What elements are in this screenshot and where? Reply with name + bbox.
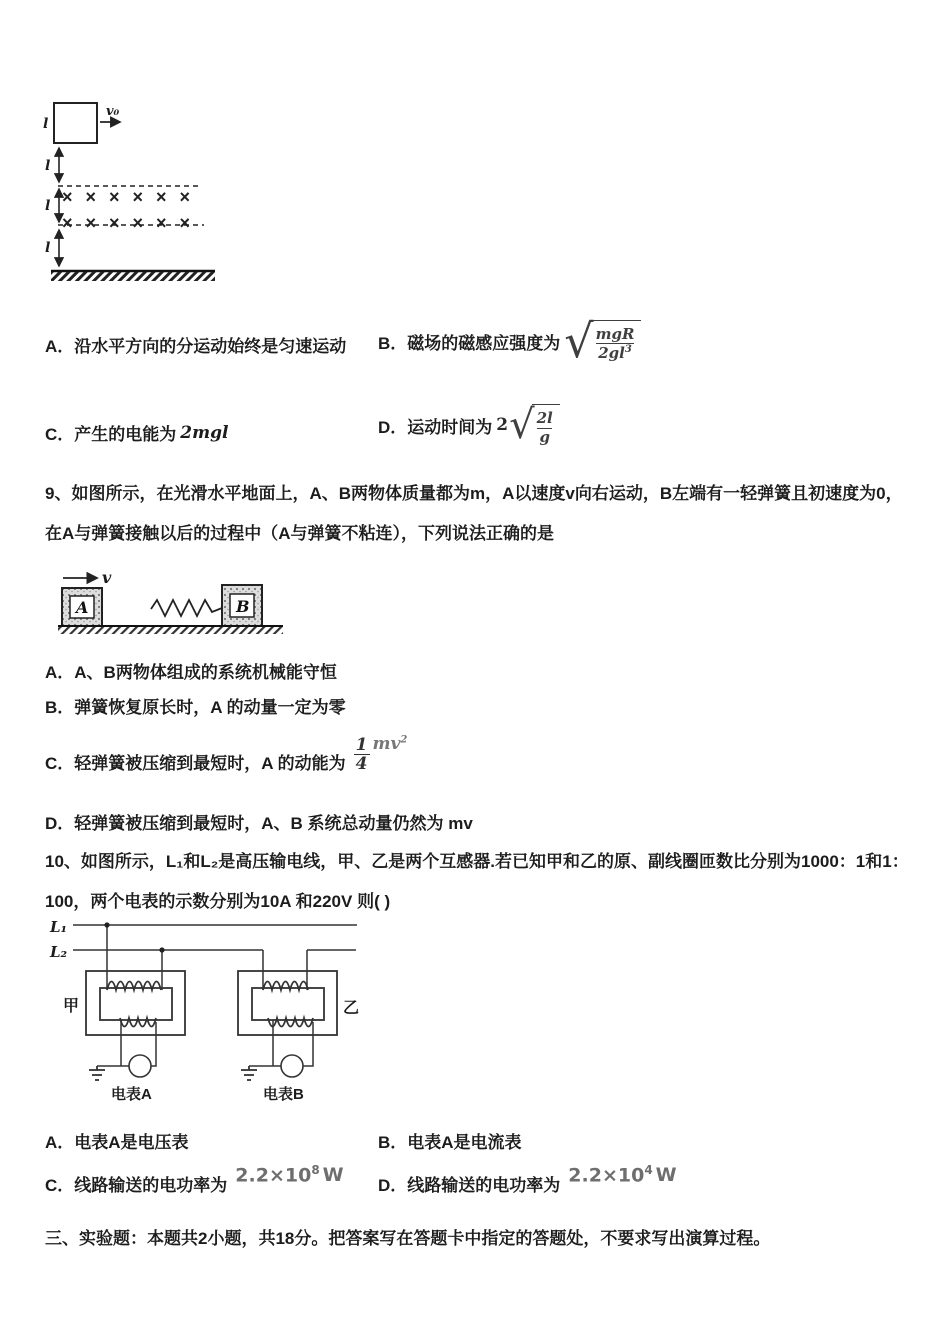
l2-label: L₂ [50,943,68,961]
choice-label: D． [378,417,408,437]
formula-numerator: 2l [536,409,553,428]
choice-label: B． [45,698,75,717]
fraction-numerator: 1 [355,734,368,755]
q8-figure-loop-magnetic-field [40,95,265,290]
choice-label: A． [45,1133,75,1152]
block-b-label: B [236,597,250,616]
formula-sqrt-mgR-2gl3 [564,320,641,363]
choice-text: A、B两物体组成的系统机械能守恒 [74,663,337,682]
l1-label: L₁ [50,918,68,936]
left-transformer-label: 甲 [63,998,80,1015]
q9-choice-b [45,693,346,718]
meter-a-label: 电表A [111,1086,152,1103]
choice-text: 磁场的磁感应强度为 [407,333,561,353]
field-cross-row-2: ×××××× [62,213,204,233]
ground [58,626,283,634]
q10-stem-line2: 100，两个电表的示数分别为10A 和220V 则( ) [45,892,391,911]
junction-dot-l1 [104,922,109,927]
q8-choice-b [378,308,641,374]
choice-text: 弹簧恢复原长时，A 的动量一定为零 [74,698,346,717]
v0-label: v₀ [106,104,120,119]
q10-choice-d [378,1152,683,1196]
conducting-loop [43,103,120,143]
formula-mv-squared: $mv^2$ [372,734,408,754]
ground [51,271,215,281]
q9-choice-d [45,809,473,834]
formula-denominator: 2gl [598,344,625,362]
choice-text: 线路输送的电功率为 [74,1176,228,1195]
meter-b-circle [281,1055,303,1077]
choice-label: B． [378,333,408,353]
left-secondary-wire-right [151,1022,156,1066]
choice-text: 产生的电能为 [74,425,177,444]
block-a-label: A [76,598,89,617]
q10-figure-transformer-circuit [45,913,380,1113]
q10-stem-line1: 10、如图所示，L₁和L₂是高压输电线，甲、乙是两个互感器.若已知甲和乙的原、副线圈匝数比分别为1000：1和1： [45,852,909,871]
choice-text: 轻弹簧被压缩到最短时，A、B 系统总动量仍然为 mv [74,814,473,833]
choice-label: C． [45,754,75,773]
formula-numerator: mgR [595,324,635,343]
formula-sqrt-2l-g [509,404,560,446]
junction-dot-l2 [159,947,164,952]
q8-choice-a [45,332,346,357]
left-ground-symbol [89,1066,105,1080]
formula-denominator-exponent: 3 [624,344,632,355]
formula-power-2.2e8: $2.2\times 10^8$ W [235,1162,344,1186]
q9-stem-line2: 在A与弹簧接触以后的过程中（A与弹簧不粘连），下列说法正确的是 [45,524,555,543]
q9-stem-line1: 9、如图所示，在光滑水平地面上，A、B两物体质量都为m，A以速度v向右运动，B左端有一轻弹簧且初速度为0， [45,484,903,503]
formula-2mgl: 2mgl [180,422,229,443]
formula-coefficient: 2 [496,415,509,435]
block-b [222,585,262,626]
choice-label: A． [45,337,75,356]
choice-text: 轻弹簧被压缩到最短时，A 的动能为 [74,754,346,773]
choice-text: 沿水平方向的分运动始终是匀速运动 [74,337,347,356]
choice-label: B． [378,1133,408,1152]
choice-text: 电表A是电流表 [407,1133,522,1152]
left-transformer-inner-core [100,988,172,1020]
loop-side-length-label: l [43,116,49,132]
right-transformer [238,971,337,1080]
choice-label: A． [45,663,75,682]
right-secondary-wire-right [303,1022,313,1066]
choice-text: 电表A是电压表 [74,1133,189,1152]
right-transformer-inner-core [252,988,324,1020]
field-length-label: l [45,198,51,214]
meter-b-label: 电表B [263,1086,304,1103]
choice-label: C． [45,1176,75,1195]
q8-choice-c [45,420,228,445]
left-transformer [86,971,185,1080]
block-a [62,588,102,626]
choice-label: D． [45,814,75,833]
fraction-denominator: 4 [355,754,368,775]
meter-a-circle [129,1055,151,1077]
q9-figure-blocks-spring [55,563,345,643]
formula-power-2.2e4: $2.2\times 10^4$ W [568,1162,677,1186]
formula-one-quarter [354,736,370,774]
right-transformer-label: 乙 [343,1000,360,1017]
choice-label: C． [45,425,75,444]
magnetic-field-region [58,186,204,233]
q10-choice-a [45,1128,189,1153]
v-label: v [102,568,112,587]
q10-choice-b [378,1128,522,1153]
q8-choice-d [378,394,560,456]
choice-text: 线路输送的电功率为 [407,1176,561,1195]
gap2-length-label: l [45,240,51,256]
gap1-length-label: l [45,158,51,174]
q10-choice-c [45,1152,350,1196]
choice-label: D． [378,1176,408,1195]
field-cross-row-1: ×××××× [62,187,204,207]
section3-heading: 三、实验题：本题共2小题，共18分。把答案写在答题卡中指定的答题处，不要求写出演算过程。 [45,1229,771,1248]
formula-denominator: g [539,427,550,446]
q9-choice-c [45,722,407,774]
q9-choice-a [45,658,337,683]
right-ground-symbol [241,1066,257,1080]
spring [151,600,222,616]
left-primary-coil [107,982,161,991]
choice-text: 运动时间为 [407,417,493,437]
